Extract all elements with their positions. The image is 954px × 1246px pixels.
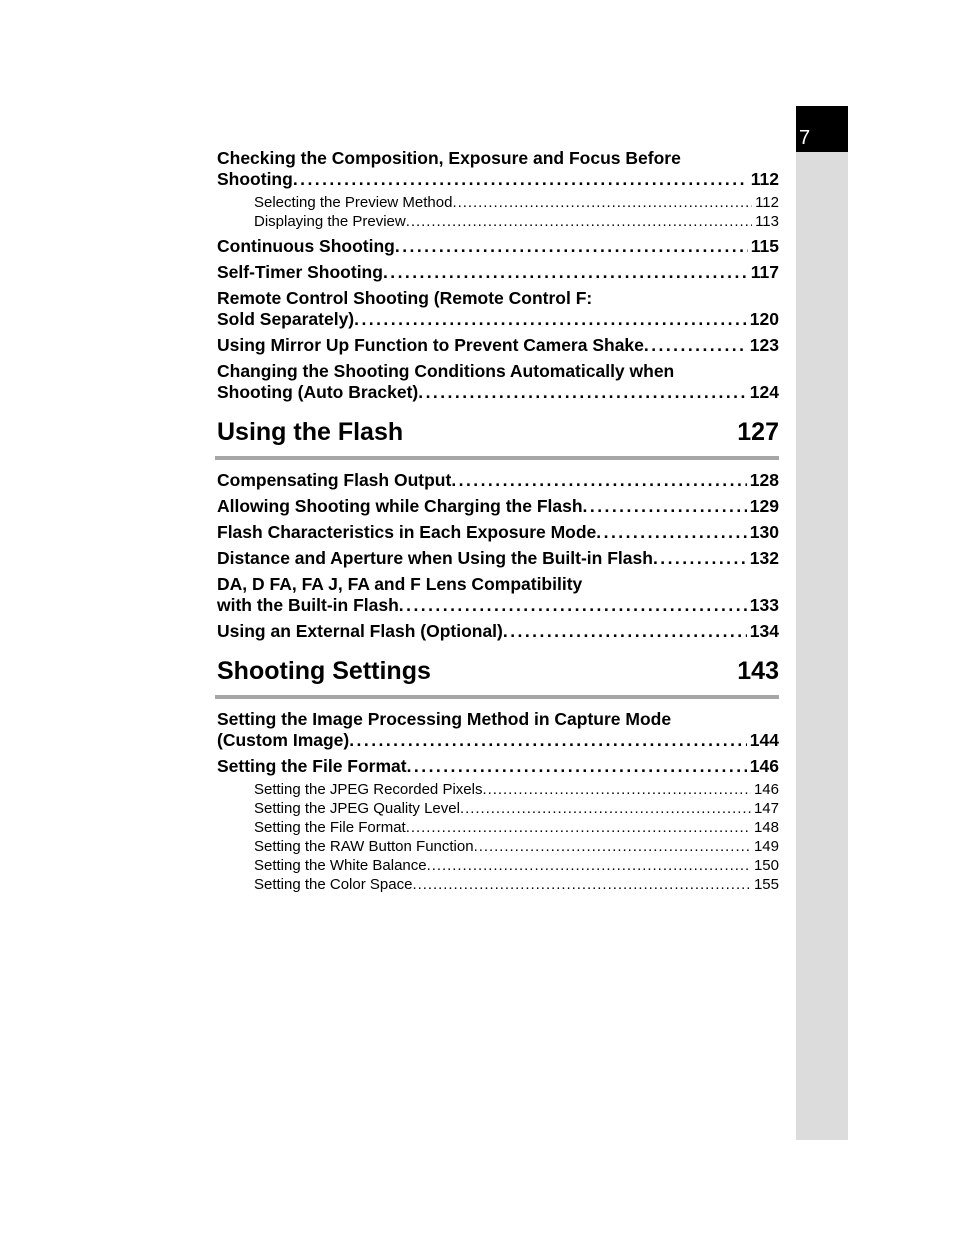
toc-entry-title: Distance and Aperture when Using the Built-in Flash [217,548,653,568]
toc-subentry-title: Setting the File Format [254,819,406,836]
toc-entry-title: Setting the File Format [217,756,407,776]
toc-subentry-page: 148 [753,819,779,836]
toc-subentry[interactable] [254,212,779,231]
toc-entry-title-line1: Checking the Composition, Exposure and Focus Before [217,148,681,168]
toc-entry-page: 120 [749,309,779,329]
toc-entry[interactable] [217,236,779,257]
page-number: 7 [799,127,811,149]
toc-entry[interactable] [217,621,779,642]
toc-subentry-page: 146 [753,781,779,798]
leader-dots [451,470,746,491]
toc-subentry[interactable] [254,875,779,894]
leader-dots [383,262,748,283]
toc-entry-title: Using Mirror Up Function to Prevent Camera Shake [217,335,644,355]
section-divider [215,695,779,699]
leader-dots [644,335,747,356]
leader-dots [418,382,747,403]
toc-entry-title: (Custom Image) [217,730,350,750]
toc-subentry[interactable] [254,818,779,837]
toc-entry-title: Continuous Shooting [217,236,395,256]
toc-entry[interactable] [217,262,779,283]
toc-subentry-page: 149 [753,838,779,855]
toc-subentry[interactable] [254,780,779,799]
toc-subentry-title: Setting the RAW Button Function [254,838,474,855]
toc-subentry-page: 112 [755,194,779,211]
toc-entry-page: 132 [749,548,779,568]
side-tab [796,106,848,1140]
toc-entry[interactable] [217,709,779,751]
leader-dots [399,595,747,616]
toc-entry-page: 128 [749,470,779,490]
toc-entry[interactable] [217,335,779,356]
leader-dots [596,522,747,543]
toc-entry-title: with the Built-in Flash [217,595,399,615]
toc-entry-page: 124 [749,382,779,402]
section-divider [215,456,779,460]
toc-entry[interactable] [217,548,779,569]
toc-subentry-page: 113 [755,213,779,230]
toc-entry-page: 115 [750,236,779,256]
leader-dots [427,856,751,875]
section-page: 143 [737,657,779,685]
toc-subentry-page: 155 [753,876,779,893]
leader-dots [354,309,747,330]
toc-subentry[interactable] [254,837,779,856]
leader-dots [653,548,747,569]
leader-dots [482,780,751,799]
toc-entry-title-line1: DA, D FA, FA J, FA and F Lens Compatibility [217,574,583,594]
toc-entry-page: 146 [749,756,779,776]
toc-entry[interactable] [217,288,779,330]
toc-subentries [217,193,779,231]
toc-entry[interactable] [217,361,779,403]
toc-entry-title: Sold Separately) [217,309,355,329]
leader-dots [474,837,751,856]
table-of-contents [217,148,779,899]
section-heading[interactable] [217,417,779,447]
toc-entry-page: 130 [749,522,779,542]
toc-entry-page: 133 [749,595,779,615]
toc-entry[interactable] [217,470,779,491]
toc-entry-title: Flash Characteristics in Each Exposure Mode [217,522,597,542]
toc-entry-title-line1: Remote Control Shooting (Remote Control F: [217,288,593,308]
toc-subentry-page: 147 [753,800,779,817]
toc-subentry-title: Setting the Color Space [254,876,413,893]
toc-entry-title: Shooting (Auto Bracket) [217,382,419,402]
toc-entry[interactable] [217,522,779,543]
toc-entry-title: Using an External Flash (Optional) [217,621,503,641]
toc-entry-page: 112 [750,169,779,189]
leader-dots [395,236,748,257]
toc-subentry-page: 150 [753,857,779,874]
leader-dots [452,193,752,212]
toc-entry-page: 134 [749,621,779,641]
toc-entry-page: 144 [749,730,779,750]
leader-dots [293,169,748,190]
leader-dots [583,496,747,517]
section-title: Using the Flash [217,418,404,446]
toc-subentry-title: Setting the JPEG Recorded Pixels [254,781,483,798]
toc-entry[interactable] [217,756,779,777]
toc-entry-title: Allowing Shooting while Charging the Flash [217,496,583,516]
toc-entry-title: Self-Timer Shooting [217,262,383,282]
section-title: Shooting Settings [217,657,431,685]
toc-entry-title-line1: Setting the Image Processing Method in Capture Mode [217,709,672,729]
leader-dots [503,621,747,642]
section-page: 127 [737,418,779,446]
leader-dots [412,875,751,894]
leader-dots [460,799,751,818]
toc-entry-title-line1: Changing the Shooting Conditions Automatically when [217,361,675,381]
toc-subentries [217,780,779,894]
section-heading[interactable] [217,656,779,686]
toc-entry[interactable] [217,574,779,616]
toc-subentry[interactable] [254,856,779,875]
toc-subentry[interactable] [254,799,779,818]
toc-entry-page: 129 [749,496,779,516]
toc-entry[interactable] [217,148,779,190]
toc-subentry[interactable] [254,193,779,212]
toc-entry-title: Shooting [217,169,293,189]
leader-dots [349,730,747,751]
toc-subentry-title: Setting the White Balance [254,857,427,874]
toc-entry-page: 117 [750,262,779,282]
toc-entry[interactable] [217,496,779,517]
leader-dots [406,818,751,837]
leader-dots [406,212,752,231]
leader-dots [407,756,747,777]
toc-subentry-title: Selecting the Preview Method [254,194,453,211]
toc-entry-title: Compensating Flash Output [217,470,452,490]
toc-entry-page: 123 [749,335,779,355]
toc-subentry-title: Setting the JPEG Quality Level [254,800,460,817]
page-number-box [796,106,848,152]
toc-subentry-title: Displaying the Preview [254,213,406,230]
